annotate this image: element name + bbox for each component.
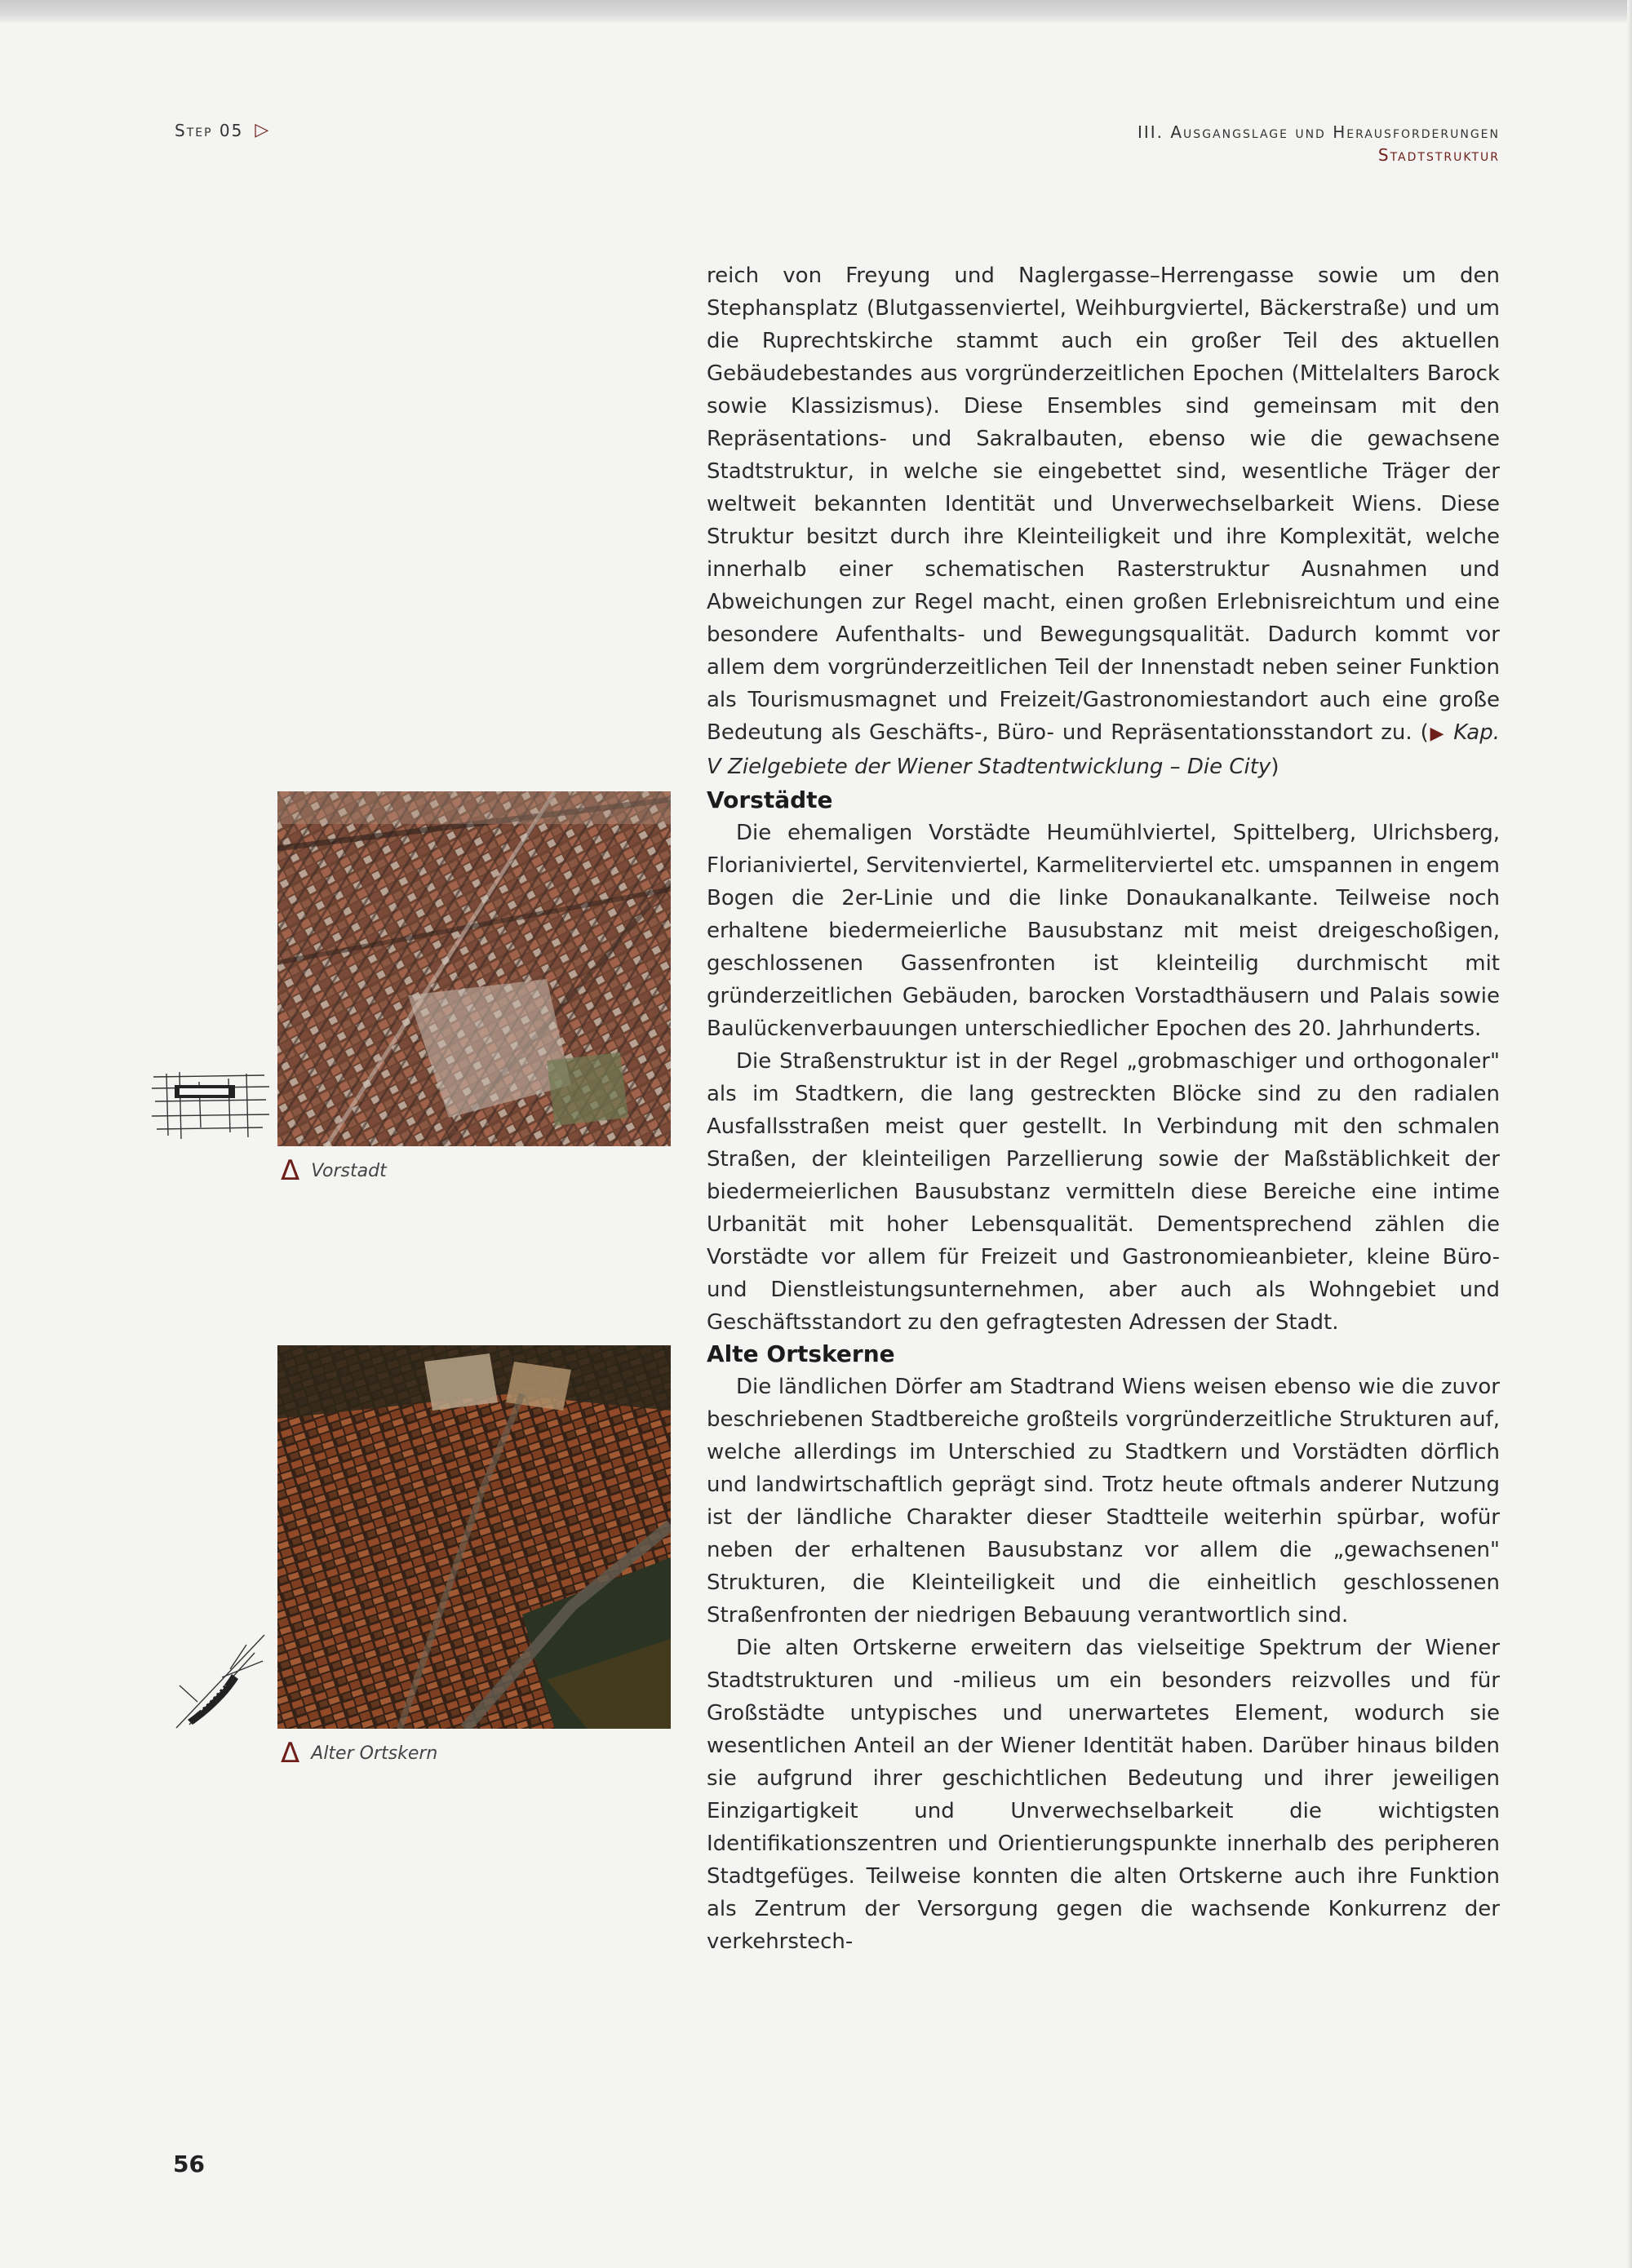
ortskern-aerial-photo (277, 1345, 671, 1729)
vorstadt-sketch-icon (150, 1070, 271, 1145)
reference-close: ) (1271, 755, 1279, 779)
vorstaedte-paragraph-1: Die ehemaligen Vorstädte Heumühlviertel, Spittelberg, Ulrichsberg, Florianiviertel, Servitenviertel, Karmeliterviertel etc. umspannen in engem Bogen die 2er-Linie und die linke Donaukanalkante. Teilweise noch erhaltene biedermeierliche Bausubstanz mit meist dreigeschoßigen, geschlossenen Gassenfronten ist kleinteilig durchmischt mit gründerzeitlichen Gebäuden, barocken Vorstadthäusern und Palais sowie Baulückenverbauungen unterschiedlicher Epochen des 20. Jahrhunderts. (707, 821, 1500, 1041)
caption-ortskern (281, 1737, 438, 1770)
running-header-right (1138, 121, 1500, 166)
chapter-reference: Kap. V Zielgebiete der Wiener Stadtentwicklung – Die City (707, 720, 1501, 779)
caption-vorstadt (281, 1154, 387, 1187)
scan-edge-right (1627, 0, 1632, 2268)
intro-paragraph (707, 259, 1500, 783)
caption-vorstadt-text: Vorstadt (311, 1160, 387, 1181)
step-label: Step 05 (175, 121, 244, 140)
ortskerne-paragraph-1: Die ländlichen Dörfer am Stadtrand Wiens weisen ebenso wie die zuvor beschriebenen Stadtbereiche großteils vorgründerzeitliche Strukturen auf, welche allerdings im Unterschied zu Stadtkern und Vorstädten dörflich und landwirtschaftlich geprägt sind. Trotz heute oftmals anderer Nutzung ist der ländliche Charakter dieser Stadtteile weiterhin spürbar, wofür neben der erhaltenen Bausubstanz vor allem die „gewachsenen" Strukturen, die Kleinteiligkeit und die einheitlich geschlossenen Straßenfronten der niedrigen Bebauung verantwortlich sind. (707, 1375, 1500, 1628)
intro-text: reich von Freyung und Naglergasse–Herrengasse sowie um den Stephansplatz (Blutgassenviertel, Weihburgviertel, Bäckerstraße) und um die Ruprechtskirche stammt auch ein großer Teil des aktuellen Gebäudebestandes aus vorgründerzeitlichen Epochen (Mittelalters Barock sowie Klassizismus). Diese Ensembles sind gemeinsam mit den Repräsentations- und Sakralbauten, ebenso wie die gewachsene Stadtstruktur, in welche sie eingebettet sind, wesentliche Träger der weltweit bekannten Identität und Unverwechselbarkeit Wiens. Diese Struktur besitzt durch ihre Kleinteiligkeit und ihre Komplexität, welche innerhalb einer schematischen Rasterstruktur Ausnahmen und Abweichungen zur Regel macht, einen großen Erlebnisreichtum und eine besondere Aufenthalts- und Bewegungsqualität. Dadurch kommt vor allem dem vorgründerzeitlichen Teil der Innenstadt neben seiner Funktion als Tourismusmagnet und Freizeit/Gastronomiestandort auch eine große Bedeutung als Geschäfts-, Büro- und Repräsentationsstandort zu. ( (707, 264, 1500, 745)
vorstadt-aerial-photo (277, 791, 671, 1146)
heading-ortskerne: Alte Ortskerne (707, 1340, 895, 1367)
vorstaedte-paragraph-2: Die Straßenstruktur ist in der Regel „grobmaschiger und orthogonaler" als im Stadtkern, die lang gestreckten Blöcke sind zu den radialen Ausfallsstraßen meist quer gestellt. In Verbindung mit den schmalen Straßen, der kleinteiligen Parzellierung sowie der Maßstäblichkeit der biedermeierlichen Bausubstanz vermitteln diese Bereiche eine intime Urbanität mit hoher Lebensqualität. Dementsprechend zählen die Vorstädte vor allem für Freizeit und Gastronomieanbieter, kleine Büro- und Dienstleistungsunternehmen, aber auch als Wohngebiet und Geschäftsstandort zu den gefragtesten Adressen der Stadt. (707, 1049, 1500, 1335)
heading-vorstaedte: Vorstädte (707, 786, 833, 813)
triangle-up-outline-icon: Δ (281, 1154, 300, 1187)
chapter-title: III. Ausgangslage und Herausforderungen (1137, 122, 1500, 142)
scan-edge-top (0, 0, 1632, 23)
ortskerne-paragraph-2: Die alten Ortskerne erweitern das vielseitige Spektrum der Wiener Stadtstrukturen und -milieus um ein besonders reizvolles und für Großstädte untypisches und unerwartetes Element, wodurch sie wesentlichen Anteil an der Wiener Identität haben. Darüber hinaus bilden sie aufgrund ihrer geschichtlichen Bedeutung und ihrer jeweiligen Einzigartigkeit und Unverwechselbarkeit die wichtigsten Identifikationszentren und Orientierungspunkte innerhalb des peripheren Stadtgefüges. Teilweise konnten die alten Ortskerne auch ihre Funktion als Zentrum der Versorgung gegen die wachsende Konkurrenz der verkehrstech- (707, 1636, 1500, 1954)
intro-block (707, 259, 1500, 783)
section-vorstaedte (707, 784, 1500, 1339)
triangle-up-outline-icon: Δ (281, 1737, 300, 1770)
triangle-right-outline-icon: ▷ (255, 120, 271, 140)
ortskern-sketch-icon (173, 1628, 268, 1731)
running-header-left (175, 121, 270, 140)
triangle-right-filled-icon: ▶ (1428, 724, 1446, 744)
page-number: 56 (173, 2151, 205, 2177)
caption-ortskern-text: Alter Ortskern (311, 1743, 438, 1764)
section-title: Stadtstruktur (1377, 145, 1500, 165)
section-ortskerne (707, 1338, 1500, 1958)
